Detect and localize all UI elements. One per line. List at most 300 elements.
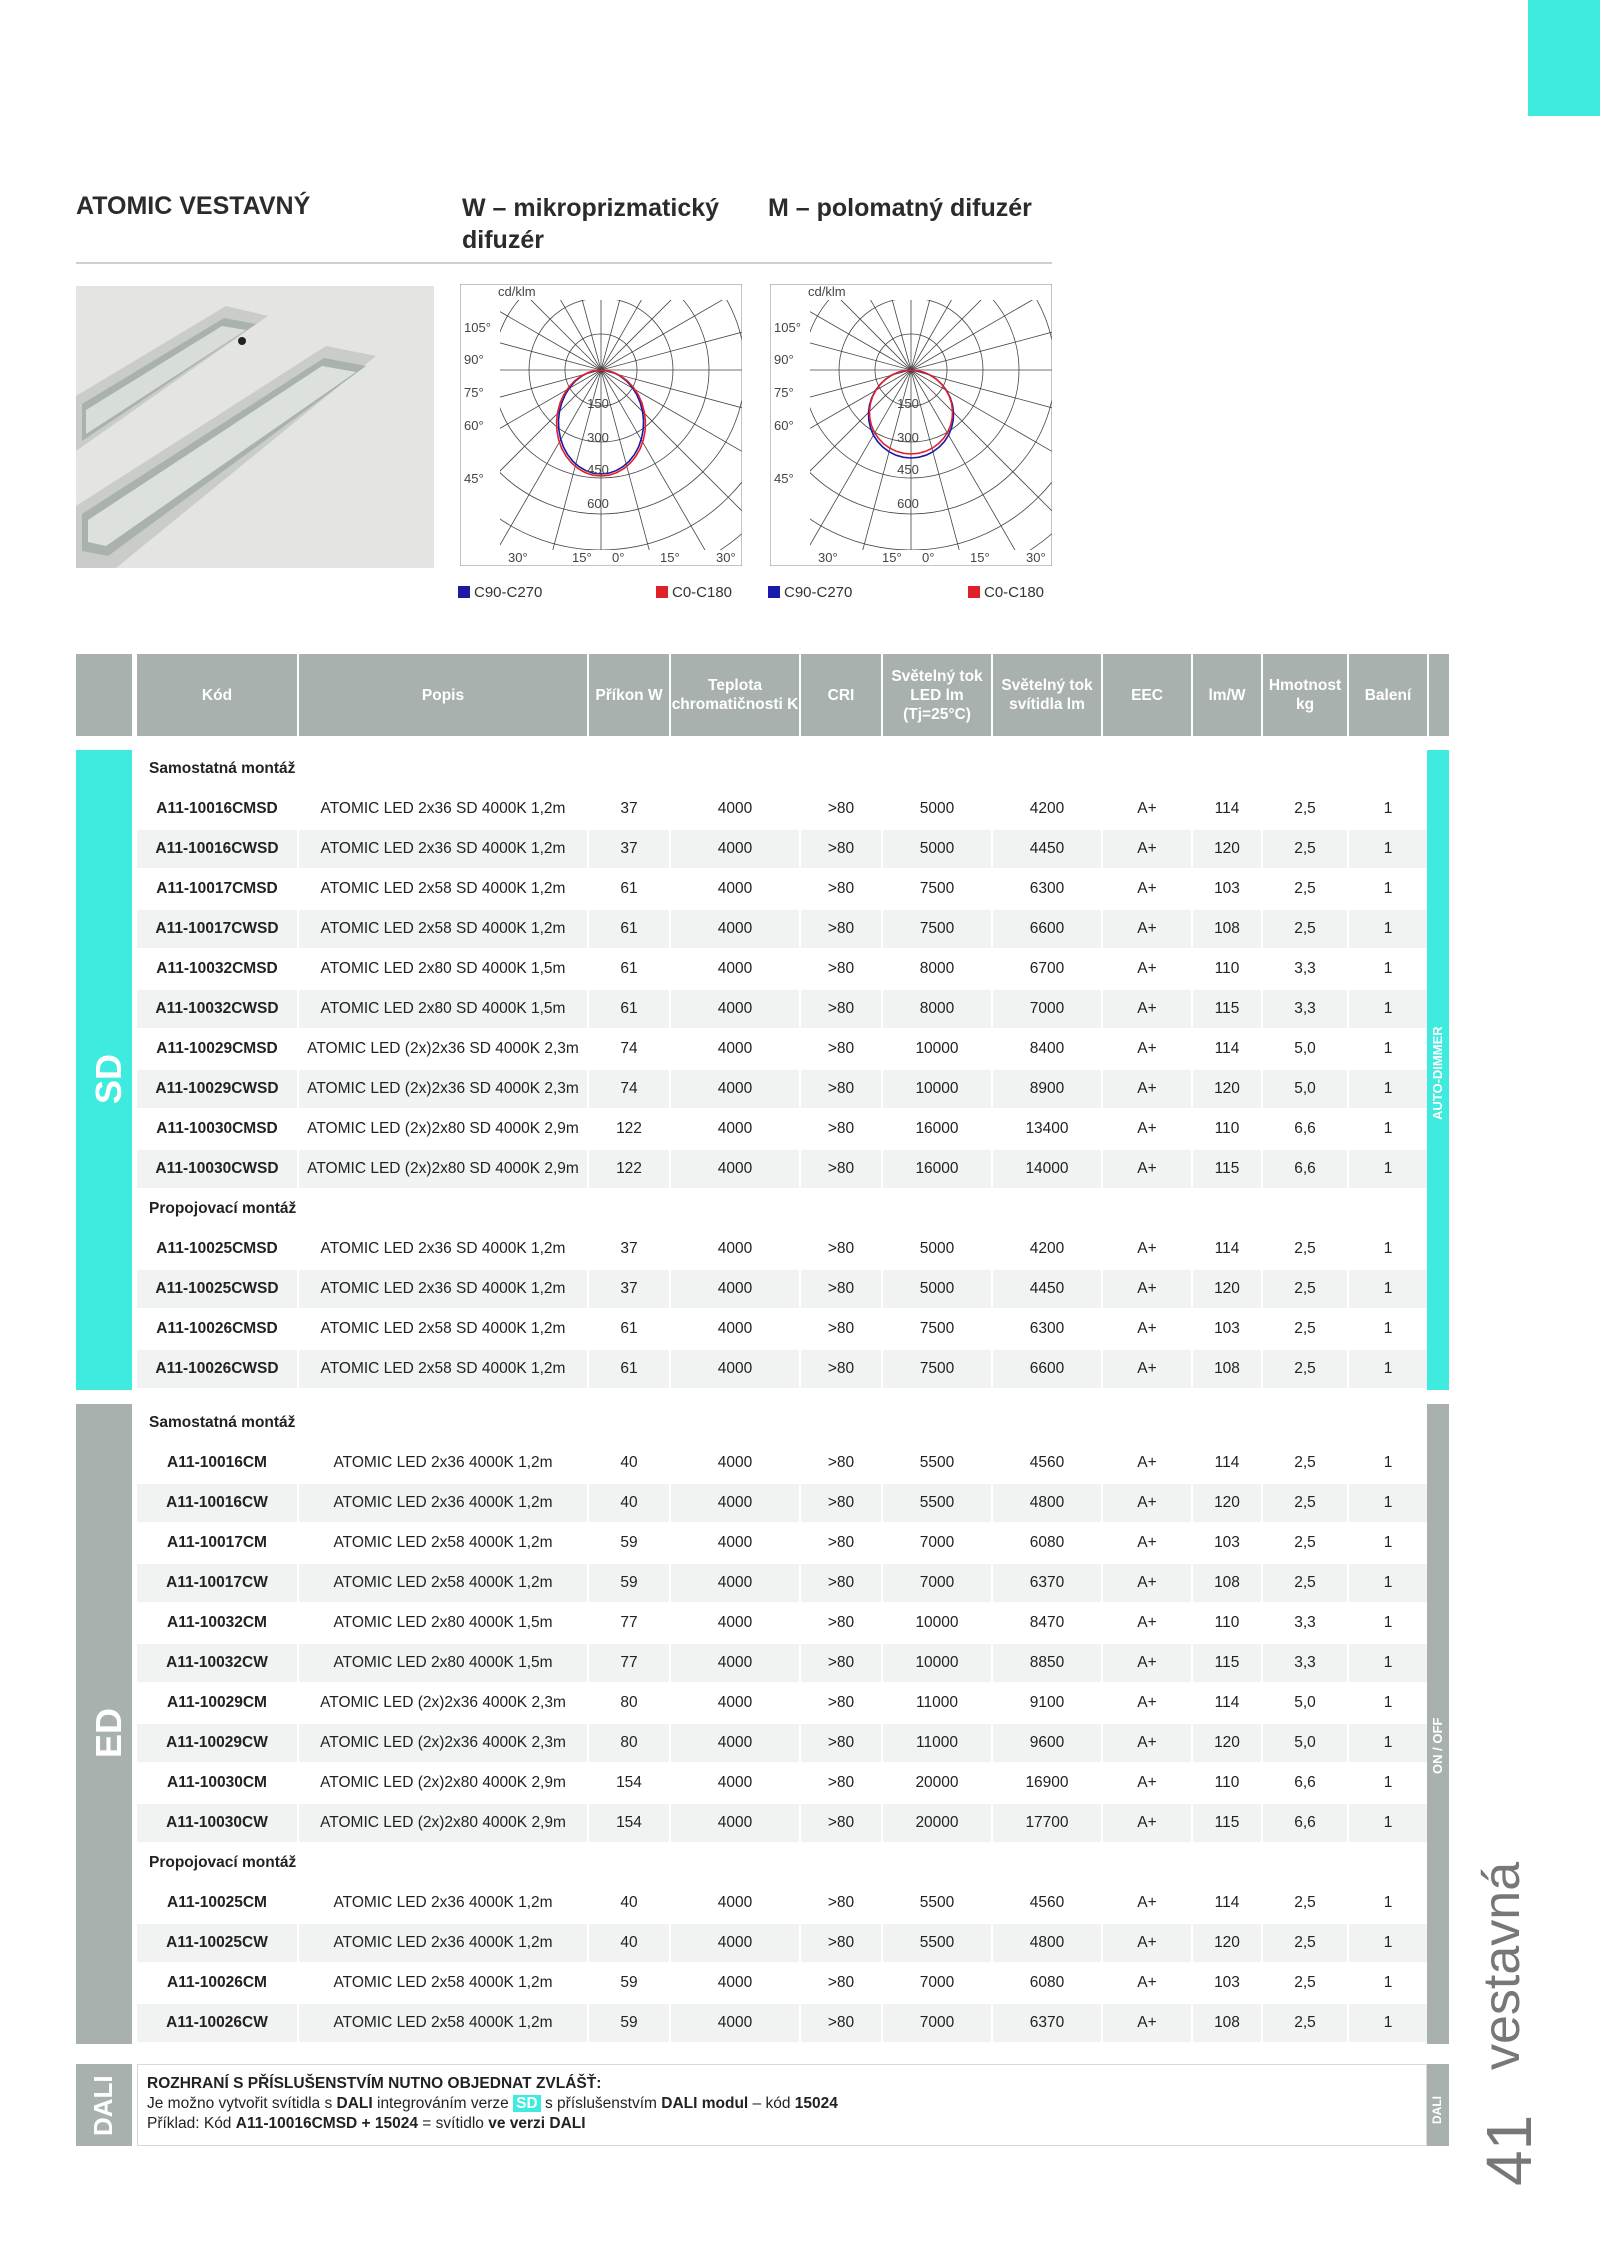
table-cell: >80 (801, 910, 881, 948)
table-cell: 2,5 (1263, 910, 1347, 948)
table-cell: 6300 (1029, 880, 1065, 897)
column-header: Hmotnost kg (1263, 654, 1347, 736)
table-cell: 5,0 (1294, 1694, 1316, 1711)
table-cell: ATOMIC LED 2x36 SD 4000K 1,2m (320, 1240, 566, 1257)
table-row (137, 1724, 1427, 1762)
table-cell: >80 (801, 1644, 881, 1682)
table-cell: A11-10017CM (167, 1534, 267, 1551)
table-cell: 4000 (717, 1614, 753, 1631)
table-cell: >80 (827, 1774, 855, 1791)
svg-text:30°: 30° (508, 550, 528, 565)
table-cell: A11-10025CW (137, 1924, 297, 1962)
table-cell: 2,5 (1263, 1924, 1347, 1962)
table-cell: ATOMIC LED 2x80 SD 4000K 1,5m (299, 990, 587, 1028)
table-row (137, 1884, 1427, 1922)
table-cell: 4000 (671, 1150, 799, 1188)
table-cell: A+ (1137, 1040, 1157, 1057)
table-cell: 1 (1383, 1120, 1393, 1137)
column-title-w: W – mikroprizmatický difuzér (462, 194, 720, 254)
text: = svítidlo (418, 2115, 489, 2132)
table-cell: 3,3 (1294, 960, 1316, 977)
table-cell: 1 (1349, 1484, 1427, 1522)
table-cell: 59 (589, 2004, 669, 2042)
dali-right-block (1427, 2064, 1449, 2146)
table-cell: 6600 (993, 910, 1101, 948)
table-cell: A11-10030CWSD (137, 1150, 297, 1188)
column-header: lm/W (1193, 654, 1261, 736)
table-cell: 1 (1383, 1694, 1393, 1711)
table-cell: 7000 (993, 990, 1101, 1028)
table-cell: 2,5 (1263, 1350, 1347, 1388)
table-cell: 1 (1349, 1070, 1427, 1108)
svg-text:0°: 0° (922, 550, 935, 565)
svg-text:15°: 15° (572, 550, 592, 565)
table-cell: 7000 (883, 1564, 991, 1602)
table-cell: A+ (1137, 1974, 1157, 1991)
table-cell: A11-10032CM (167, 1614, 267, 1631)
table-cell: 6370 (993, 1564, 1101, 1602)
section-title: Propojovací montáž (149, 1854, 297, 1871)
table-cell: ATOMIC LED (2x)2x80 4000K 2,9m (320, 1774, 566, 1791)
table-cell: ATOMIC LED (2x)2x80 SD 4000K 2,9m (299, 1150, 587, 1188)
table-row (137, 1444, 1427, 1482)
table-cell: 2,5 (1263, 1484, 1347, 1522)
table-cell: 5000 (919, 1240, 955, 1257)
table-row (137, 1110, 1427, 1148)
table-cell: 103 (1214, 880, 1240, 897)
table-cell: 7500 (883, 1350, 991, 1388)
table-cell: A+ (1103, 1150, 1191, 1188)
table-cell: 7500 (919, 880, 955, 897)
table-cell: 5,0 (1263, 1724, 1347, 1762)
table-cell: 154 (589, 1804, 669, 1842)
column-header: CRI (801, 654, 881, 736)
table-cell: ATOMIC LED (2x)2x36 4000K 2,3m (320, 1694, 566, 1711)
table-cell: 3,3 (1294, 1614, 1316, 1631)
table-cell: ATOMIC LED (2x)2x80 4000K 2,9m (299, 1804, 587, 1842)
table-cell: 8000 (919, 960, 955, 977)
dali-side-label: DALI (88, 2075, 118, 2136)
table-cell: 37 (620, 1240, 638, 1257)
table-cell: 4000 (717, 1040, 753, 1057)
table-cell: 11000 (916, 1694, 958, 1711)
svg-text:150: 150 (897, 396, 919, 411)
column-header: Světelný tok svítidla lm (993, 654, 1101, 736)
table-cell: 6700 (1029, 960, 1065, 977)
svg-text:30°: 30° (818, 550, 838, 565)
table-cell: 4000 (717, 1454, 753, 1471)
table-cell: 108 (1193, 2004, 1261, 2042)
table-cell: A+ (1103, 1350, 1191, 1388)
group-right-label: ON / OFF (1430, 1717, 1445, 1774)
dali-note-line3 (147, 2114, 838, 2134)
header-side-block (76, 654, 132, 736)
table-cell: 6370 (993, 2004, 1101, 2042)
table-cell: 1 (1349, 2004, 1427, 2042)
svg-text:15°: 15° (970, 550, 990, 565)
svg-text:150: 150 (587, 396, 609, 411)
table-cell: 5500 (883, 1924, 991, 1962)
table-cell: 4000 (717, 1120, 753, 1137)
table-cell: >80 (827, 880, 855, 897)
product-title: ATOMIC VESTAVNÝ (76, 192, 311, 220)
table-cell: 1 (1349, 990, 1427, 1028)
table-cell: 61 (620, 880, 638, 897)
table-cell: 16000 (915, 1120, 959, 1137)
table-cell: ATOMIC LED (2x)2x36 SD 4000K 2,3m (307, 1040, 579, 1057)
table-cell: 4450 (993, 830, 1101, 868)
svg-text:600: 600 (587, 496, 609, 511)
table-cell: 108 (1193, 910, 1261, 948)
table-cell: A11-10016CW (137, 1484, 297, 1522)
table-cell: A11-10029CM (167, 1694, 267, 1711)
table-row (137, 910, 1427, 948)
table-cell: 16900 (1025, 1774, 1069, 1791)
table-row (137, 950, 1427, 988)
table-cell: 3,3 (1263, 990, 1347, 1028)
svg-text:15°: 15° (882, 550, 902, 565)
table-cell: 110 (1214, 1120, 1240, 1137)
table-cell: A+ (1137, 1894, 1157, 1911)
header-end-block (1429, 654, 1449, 736)
table-cell: A11-10016CM (167, 1454, 267, 1471)
table-cell: A11-10030CM (167, 1774, 267, 1791)
svg-text:450: 450 (587, 462, 609, 477)
table-cell: 61 (589, 990, 669, 1028)
table-row (137, 1564, 1427, 1602)
table-cell: 37 (589, 830, 669, 868)
table-cell: 4200 (1029, 800, 1065, 817)
table-cell: 7000 (919, 1534, 955, 1551)
table-cell: 103 (1214, 1534, 1240, 1551)
page-number: 41 (1473, 2114, 1545, 2186)
table-cell: 4000 (717, 1774, 753, 1791)
table-header (137, 654, 1449, 736)
table-cell: A11-10026CM (167, 1974, 267, 1991)
legend-swatch-blue (768, 586, 780, 598)
table-cell: 6,6 (1263, 1804, 1347, 1842)
table-cell: A+ (1103, 1070, 1191, 1108)
table-cell: 114 (1214, 1694, 1240, 1711)
table-cell: 2,5 (1263, 1564, 1347, 1602)
text: Příklad: Kód (147, 2115, 236, 2132)
table-cell: ATOMIC LED 2x58 4000K 1,2m (299, 2004, 587, 2042)
table-row (137, 1604, 1427, 1642)
svg-text:30°: 30° (716, 550, 736, 565)
table-row (137, 990, 1427, 1028)
table-cell: A11-10030CMSD (156, 1120, 278, 1137)
table-cell: 9100 (1029, 1694, 1065, 1711)
table-cell: A11-10029CMSD (156, 1040, 278, 1057)
table-cell: 2,5 (1294, 1974, 1316, 1991)
table-cell: A+ (1137, 1774, 1157, 1791)
section-title: Samostatná montáž (149, 1414, 296, 1431)
table-cell: A11-10030CW (137, 1804, 297, 1842)
legend-swatch-blue (458, 586, 470, 598)
svg-text:90°: 90° (464, 352, 484, 367)
legend-swatch-red (968, 586, 980, 598)
table-cell: >80 (827, 1320, 855, 1337)
table-cell: 4000 (717, 1894, 753, 1911)
column-header: Balení (1349, 654, 1427, 736)
table-cell: >80 (801, 1724, 881, 1762)
svg-text:15°: 15° (660, 550, 680, 565)
table-cell: 4000 (671, 1070, 799, 1108)
table-cell: A+ (1103, 2004, 1191, 2042)
legend-m-b (968, 584, 1044, 601)
table-row (137, 790, 1427, 828)
table-row (137, 1350, 1427, 1388)
table-cell: 122 (589, 1150, 669, 1188)
table-cell: 6300 (1029, 1320, 1065, 1337)
table-cell: 2,5 (1294, 1894, 1316, 1911)
table-cell: 5500 (919, 1894, 955, 1911)
table-cell: 6,6 (1294, 1120, 1316, 1137)
table-cell: 4000 (717, 960, 753, 977)
dali-note-line2 (147, 2094, 838, 2114)
table-cell: 5500 (883, 1484, 991, 1522)
table-cell: 11000 (883, 1724, 991, 1762)
table-cell: >80 (827, 1694, 855, 1711)
svg-text:300: 300 (897, 430, 919, 445)
table-cell: 1 (1349, 1350, 1427, 1388)
table-cell: 1 (1349, 1564, 1427, 1602)
table-cell: 4000 (717, 800, 753, 817)
table-cell: A+ (1103, 1724, 1191, 1762)
table-cell: 8470 (1029, 1614, 1065, 1631)
text: s příslušenstvím (540, 2095, 662, 2112)
svg-text:30°: 30° (1026, 550, 1046, 565)
table-cell: 7000 (919, 1974, 955, 1991)
table-cell: A+ (1103, 830, 1191, 868)
table-cell: A11-10032CMSD (156, 960, 278, 977)
table-cell: 6600 (993, 1350, 1101, 1388)
table-cell: 4560 (1029, 1454, 1065, 1471)
table-cell: >80 (827, 1454, 855, 1471)
table-cell: 110 (1214, 1774, 1240, 1791)
table-cell: 114 (1214, 800, 1240, 817)
table-cell: 80 (620, 1694, 638, 1711)
table-cell: 1 (1349, 1150, 1427, 1188)
table-cell: 4000 (717, 880, 753, 897)
table-cell: 2,5 (1263, 1270, 1347, 1308)
table-cell: 4000 (671, 1644, 799, 1682)
table-row (137, 1070, 1427, 1108)
section-title: Propojovací montáž (149, 1200, 297, 1217)
column-header: Příkon W (589, 654, 669, 736)
table-cell: 5000 (919, 800, 955, 817)
svg-text:60°: 60° (464, 418, 484, 433)
table-cell: 4000 (671, 830, 799, 868)
table-cell: A+ (1137, 800, 1157, 817)
table-cell: ATOMIC LED 2x58 SD 4000K 1,2m (320, 880, 566, 897)
table-cell: 4200 (1029, 1240, 1065, 1257)
table-cell: >80 (801, 1924, 881, 1962)
table-cell: 114 (1214, 1240, 1240, 1257)
table-cell: >80 (801, 1350, 881, 1388)
table-cell: A+ (1137, 1534, 1157, 1551)
table-cell: 1 (1349, 1270, 1427, 1308)
table-cell: 4000 (717, 1320, 753, 1337)
table-cell: 6080 (1029, 1534, 1065, 1551)
table-cell: A11-10026CMSD (156, 1320, 278, 1337)
table-cell: 108 (1193, 1350, 1261, 1388)
table-cell: >80 (827, 1240, 855, 1257)
table-cell: 3,3 (1263, 1644, 1347, 1682)
table-cell: 8400 (1029, 1040, 1065, 1057)
polar-diagram-w (460, 284, 742, 566)
table-cell: A+ (1137, 1320, 1157, 1337)
table-cell: >80 (801, 1484, 881, 1522)
table-cell: ATOMIC LED 2x36 4000K 1,2m (333, 1894, 553, 1911)
table-cell: ATOMIC LED 2x36 SD 4000K 1,2m (299, 1270, 587, 1308)
table-cell: A+ (1103, 910, 1191, 948)
table-cell: 7500 (883, 910, 991, 948)
table-cell: 1 (1383, 1974, 1393, 1991)
table-cell: 5,0 (1263, 1070, 1347, 1108)
table-cell: 4000 (671, 1350, 799, 1388)
table-cell: 120 (1193, 1924, 1261, 1962)
table-cell: 1 (1383, 880, 1393, 897)
table-cell: 7500 (919, 1320, 955, 1337)
table-cell: >80 (827, 1974, 855, 1991)
table-cell: 37 (620, 800, 638, 817)
table-row (137, 1924, 1427, 1962)
table-cell: >80 (827, 800, 855, 817)
table-cell: 1 (1383, 960, 1393, 977)
table-cell: ATOMIC LED 2x36 4000K 1,2m (333, 1454, 553, 1471)
table-cell: 8850 (993, 1644, 1101, 1682)
table-cell: 1 (1383, 1774, 1393, 1791)
table-cell: 37 (589, 1270, 669, 1308)
table-cell: 61 (589, 1350, 669, 1388)
table-cell: 20000 (883, 1804, 991, 1842)
table-cell: 103 (1214, 1974, 1240, 1991)
table-cell: 4000 (671, 1804, 799, 1842)
table-cell: A+ (1103, 1484, 1191, 1522)
table-cell: 108 (1193, 1564, 1261, 1602)
column-header: EEC (1103, 654, 1191, 736)
table-row (137, 1684, 1427, 1722)
legend-swatch-red (656, 586, 668, 598)
table-cell: A11-10017CW (137, 1564, 297, 1602)
svg-text:300: 300 (587, 430, 609, 445)
text: – kód (748, 2095, 795, 2112)
table-cell: 1 (1349, 1804, 1427, 1842)
table-cell: ATOMIC LED 2x36 4000K 1,2m (299, 1924, 587, 1962)
table-cell: ATOMIC LED 2x58 SD 4000K 1,2m (299, 910, 587, 948)
table-row (137, 1270, 1427, 1308)
table-cell: 4000 (717, 1974, 753, 1991)
dali-right-label: DALI (1430, 2096, 1444, 2124)
svg-text:45°: 45° (774, 471, 794, 486)
svg-text:cd/klm: cd/klm (498, 284, 536, 299)
table-cell: A11-10025CMSD (156, 1240, 278, 1257)
table-cell: A11-10029CWSD (137, 1070, 297, 1108)
table-cell: 4000 (717, 1534, 753, 1551)
text: A11-10016CMSD + 15024 (235, 2115, 418, 2132)
table-cell: 114 (1214, 1894, 1240, 1911)
table-cell: 115 (1193, 1644, 1261, 1682)
table-cell: 1 (1383, 1240, 1393, 1257)
table-cell: ATOMIC LED 2x80 4000K 1,5m (333, 1614, 553, 1631)
table-cell: 4000 (671, 1484, 799, 1522)
table-cell: A+ (1103, 990, 1191, 1028)
table-cell: 5,0 (1294, 1040, 1316, 1057)
text: DALI (336, 2095, 373, 2112)
table-cell: 4000 (671, 910, 799, 948)
table-cell: 4000 (671, 1924, 799, 1962)
table-cell: A+ (1137, 960, 1157, 977)
table-cell: 10000 (915, 1614, 959, 1631)
table-cell: 103 (1214, 1320, 1240, 1337)
svg-text:105°: 105° (464, 320, 491, 335)
legend-m-a (768, 584, 852, 601)
table-cell: 80 (589, 1724, 669, 1762)
table-row (137, 1030, 1427, 1068)
svg-text:90°: 90° (774, 352, 794, 367)
text: Je možno vytvořit svítidla s (147, 2095, 337, 2112)
table-cell: 1 (1383, 1534, 1393, 1551)
text: integrováním verze (372, 2095, 514, 2112)
table-cell: >80 (827, 1534, 855, 1551)
table-cell: 120 (1193, 1484, 1261, 1522)
table-cell: 120 (1193, 1724, 1261, 1762)
legend-label: C0-C180 (984, 584, 1045, 601)
table-cell: 4000 (671, 2004, 799, 2042)
table-cell: ATOMIC LED 2x58 4000K 1,2m (333, 1974, 553, 1991)
table-cell: 115 (1193, 1804, 1261, 1842)
text: ve verzi DALI (488, 2115, 586, 2132)
table-cell: 122 (616, 1120, 642, 1137)
table-cell: A11-10025CM (167, 1894, 267, 1911)
svg-text:105°: 105° (774, 320, 801, 335)
svg-text:450: 450 (897, 462, 919, 477)
legend-label: C90-C270 (474, 584, 543, 601)
svg-text:cd/klm: cd/klm (808, 284, 846, 299)
table-cell: 61 (620, 960, 638, 977)
table-cell: A11-10016CMSD (156, 800, 278, 817)
table-cell: ATOMIC LED 2x36 SD 4000K 1,2m (299, 830, 587, 868)
table-cell: 40 (620, 1454, 638, 1471)
table-row (137, 1230, 1427, 1268)
table-cell: 5000 (883, 830, 991, 868)
table-cell: 77 (589, 1644, 669, 1682)
table-cell: A11-10025CWSD (137, 1270, 297, 1308)
table-cell: 110 (1214, 1614, 1240, 1631)
table-cell: 5500 (919, 1454, 955, 1471)
table-cell: 1 (1383, 800, 1393, 817)
table-cell: A+ (1137, 1240, 1157, 1257)
legend-label: C0-C180 (672, 584, 733, 601)
table-cell: 4000 (671, 1724, 799, 1762)
legend-w-a (458, 584, 542, 601)
table-cell: 120 (1193, 1070, 1261, 1108)
table-cell: >80 (801, 1564, 881, 1602)
table-cell: 1 (1383, 1614, 1393, 1631)
table-cell: 74 (589, 1070, 669, 1108)
table-cell: 2,5 (1294, 1240, 1316, 1257)
table-cell: ATOMIC LED 2x36 SD 4000K 1,2m (320, 800, 566, 817)
table-cell: 59 (620, 1534, 638, 1551)
table-cell: A11-10016CWSD (137, 830, 297, 868)
table-row (137, 830, 1427, 868)
table-cell: A+ (1103, 1924, 1191, 1962)
table-cell: A11-10026CW (137, 2004, 297, 2042)
text: DALI modul (661, 2095, 749, 2112)
table-cell: 2,5 (1294, 800, 1316, 817)
table-cell: 6,6 (1294, 1774, 1316, 1791)
